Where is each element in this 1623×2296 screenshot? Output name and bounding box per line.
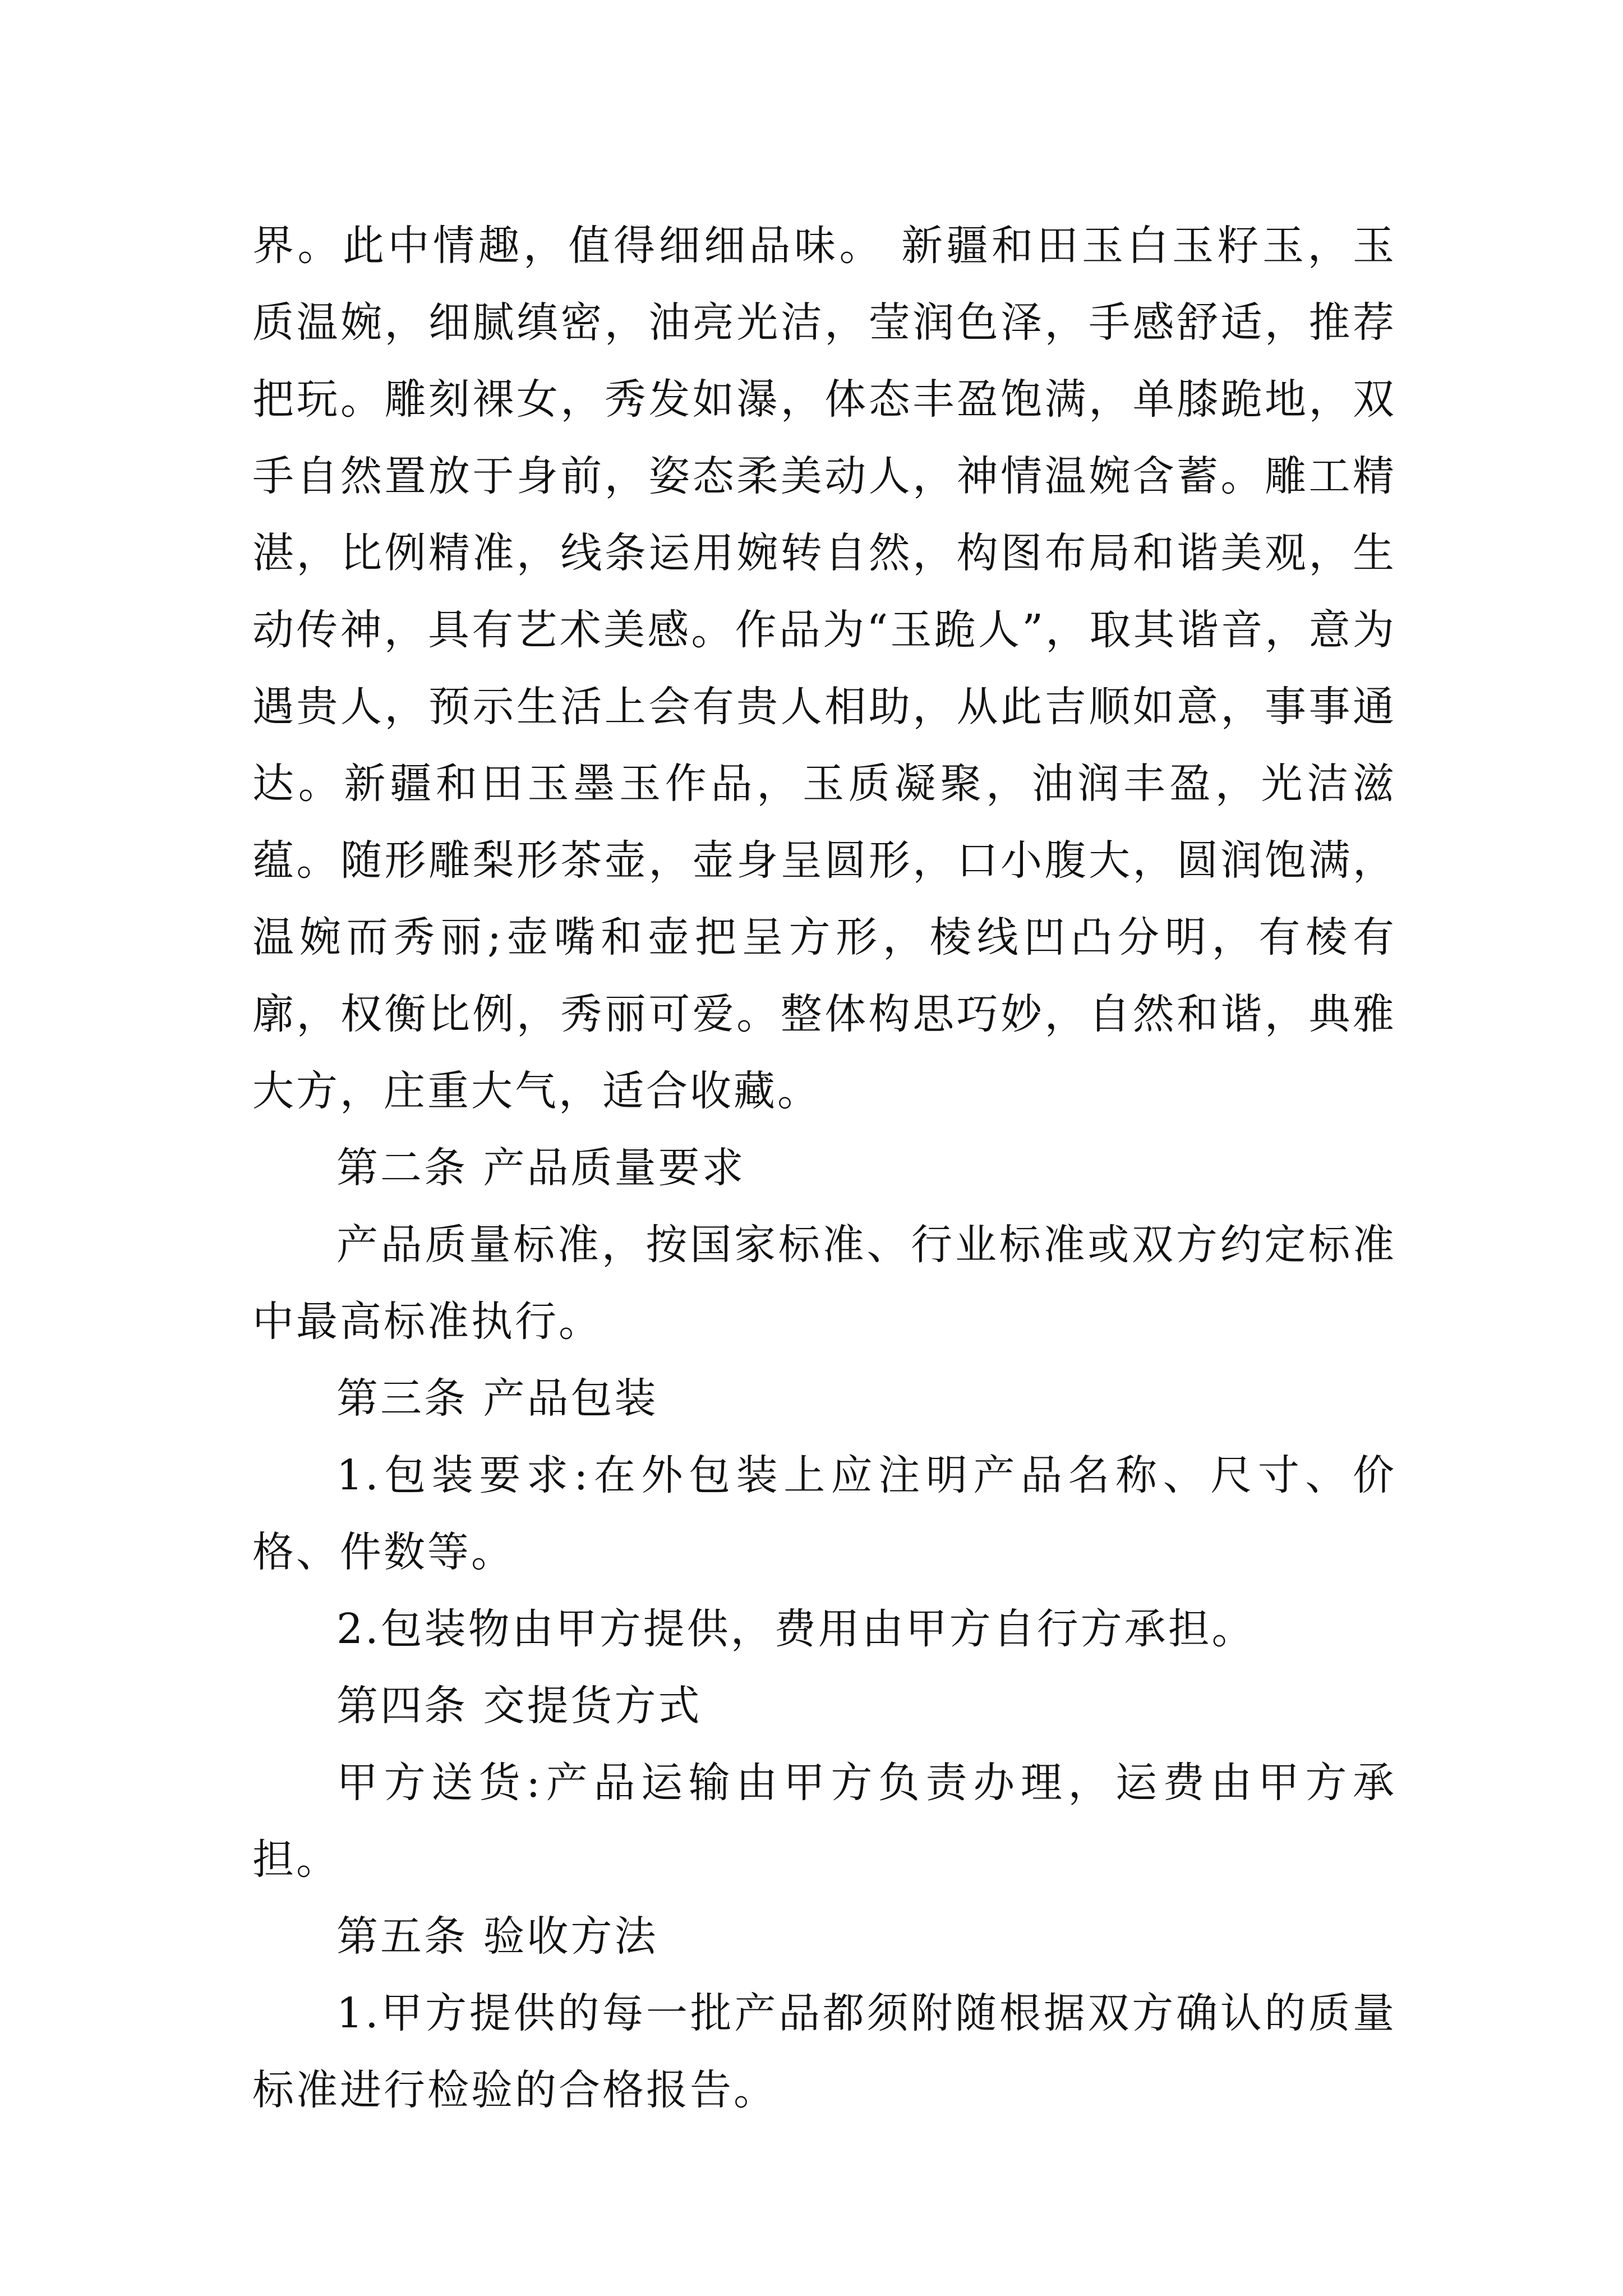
heading-article-4: 第四条 交提货方式 [336,1682,702,1730]
document-body [252,208,1396,2129]
paragraph-packaging-materials: 2.包装物由甲方提供，费用由甲方自行方承担。 [336,1605,1256,1653]
paragraph-quality-standard: 产品质量标准，按国家标准、行业标准或双方约定标准中最高标准执行。 [252,1221,1396,1346]
heading-article-3: 第三条 产品包装 [336,1374,658,1423]
paragraph-inspection-report: 1.甲方提供的每一批产品都须附随根据双方确认的质量标准进行检验的合格报告。 [252,1989,1396,2114]
heading-article-5: 第五条 验收方法 [336,1912,658,1961]
paragraph-jade-description: 界。此中情趣，值得细细品味。 新疆和田玉白玉籽玉，玉质温婉，细腻缜密，油亮光洁，莹润色泽，手感舒适，推荐把玩。雕刻裸女，秀发如瀑，体态丰盈饱满，单膝跪地，双手自然置放于身前，姿态柔美动人，神情温婉含蓄。雕工精湛，比例精准，线条运用婉转自然，构图布局和谐美观，生动传神，具有艺术美感。作品为“玉跪人”，取其谐音，意为遇贵人，预示生活上会有贵人相助，从此吉顺如意，事事通达。新疆和田玉墨玉作品，玉质凝聚，油润丰盈，光洁滋蕴。随形雕梨形茶壶，壶身呈圆形，口小腹大，圆润饱满，温婉而秀丽;壶嘴和壶把呈方形，棱线凹凸分明，有棱有廓，权衡比例，秀丽可爱。整体构思巧妙，自然和谐，典雅大方，庄重大气，适合收藏。 [252,222,1396,1115]
heading-article-2: 第二条 产品质量要求 [336,1144,746,1192]
paragraph-delivery: 甲方送货:产品运输由甲方负责办理，运费由甲方承担。 [252,1759,1396,1884]
paragraph-packaging-requirement: 1.包装要求:在外包装上应注明产品名称、尺寸、价格、件数等。 [252,1451,1396,1576]
